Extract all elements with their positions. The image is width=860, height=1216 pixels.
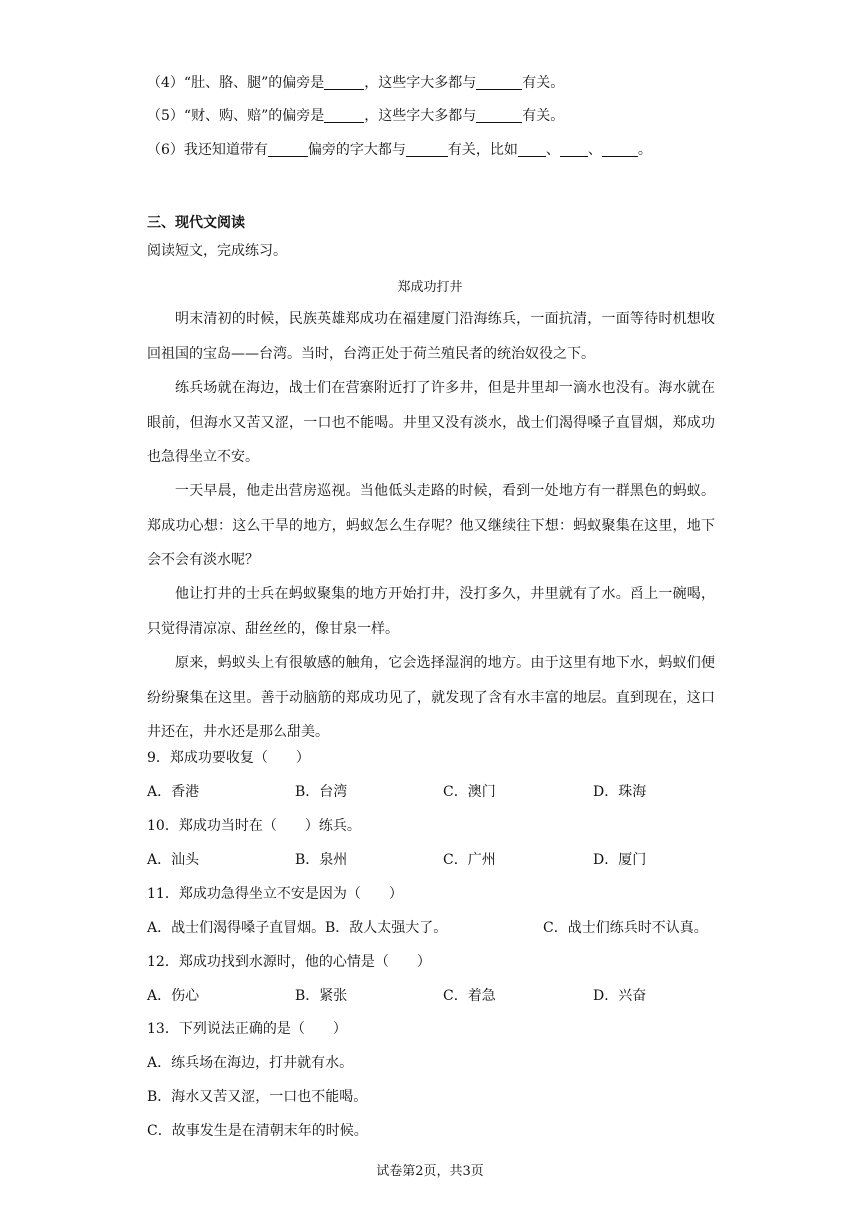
item5-text-mid: ，这些字大多都与 <box>364 108 477 124</box>
item5-text-post: 有关。 <box>522 108 565 124</box>
option-a[interactable]: A．练兵场在海边，打井就有水。 <box>147 1055 354 1071</box>
option-d[interactable]: D．兴奋 <box>593 988 647 1004</box>
option-c[interactable]: C．战士们练兵时不认真。 <box>543 920 708 936</box>
option-a[interactable]: A．战士们渴得嗓子直冒烟。 <box>147 920 326 936</box>
question-stem-10: 10．郑成功当时在（ ）练兵。 <box>147 818 361 834</box>
item5-text-pre: （5）“财、购、赔”的偏旁是 <box>147 108 325 124</box>
passage-title: 郑成功打井 <box>397 280 463 295</box>
option-c[interactable]: C．着急 <box>443 988 496 1004</box>
answer-blank[interactable] <box>476 75 522 90</box>
question-item-6 <box>147 140 652 160</box>
question-stem-9: 9．郑成功要收复（ ） <box>147 750 310 766</box>
section-instruction: 阅读短文，完成练习。 <box>147 243 287 259</box>
item6-sep2: 、 <box>587 142 602 158</box>
option-b[interactable]: B．泉州 <box>295 852 348 868</box>
question-item-5 <box>147 106 564 126</box>
option-a[interactable]: A．伤心 <box>147 988 200 1004</box>
answer-blank[interactable] <box>268 142 308 157</box>
question-item-4 <box>147 73 564 93</box>
section-heading: 三、现代文阅读 <box>147 215 245 231</box>
option-b[interactable]: B．敌人太强大了。 <box>325 920 448 936</box>
option-c[interactable]: C．广州 <box>443 852 496 868</box>
option-d[interactable]: D．厦门 <box>593 852 647 868</box>
answer-blank[interactable] <box>518 142 546 157</box>
option-d[interactable]: D．珠海 <box>593 784 647 800</box>
option-c[interactable]: C．故事发生是在清朝末年的时候。 <box>147 1123 368 1139</box>
item6-text-mid1: 偏旁的字大都与 <box>307 142 406 158</box>
option-a[interactable]: A．香港 <box>147 784 200 800</box>
option-b[interactable]: B．海水又苦又涩，一口也不能喝。 <box>147 1089 368 1105</box>
item6-sep1: 、 <box>545 142 560 158</box>
answer-blank[interactable] <box>324 75 364 90</box>
passage-paragraph: 他让打井的士兵在蚂蚁聚集的地方开始打井，没打多久，井里就有了水。舀上一碗喝，只觉得清凉凉、甜丝丝的，像甘泉一样。 <box>147 586 715 637</box>
item6-end: 。 <box>637 142 652 158</box>
option-b[interactable]: B．台湾 <box>295 784 348 800</box>
passage-paragraph: 练兵场就在海边，战士们在营寨附近打了许多井，但是井里却一滴水也没有。海水就在眼前，但海水又苦又涩，一口也不能喝。井里又没有淡水，战士们渴得嗓子直冒烟，郑成功也急得坐立不安。 <box>147 380 715 465</box>
answer-blank[interactable] <box>406 142 448 157</box>
answer-blank[interactable] <box>602 142 638 157</box>
question-stem-11: 11．郑成功急得坐立不安是因为（ ） <box>147 886 403 902</box>
item4-text-pre: （4）“肚、胳、腿”的偏旁是 <box>147 75 325 91</box>
item4-text-post: 有关。 <box>522 75 565 91</box>
passage-paragraph: 明末清初的时候，民族英雄郑成功在福建厦门沿海练兵，一面抗清，一面等待时机想收回祖国的宝岛——台湾。当时，台湾正处于荷兰殖民者的统治奴役之下。 <box>147 311 715 362</box>
passage-paragraph: 原来，蚂蚁头上有很敏感的触角，它会选择湿润的地方。由于这里有地下水，蚂蚁们便纷纷聚集在这里。善于动脑筋的郑成功见了，就发现了含有水丰富的地层。直到现在，这口井还在，井水还是那么甜美。 <box>147 655 715 740</box>
page-footer: 试卷第2页，共3页 <box>376 1164 484 1179</box>
answer-blank[interactable] <box>560 142 588 157</box>
answer-blank[interactable] <box>324 108 364 123</box>
option-b[interactable]: B．紧张 <box>295 988 348 1004</box>
passage-paragraph: 一天早晨，他走出营房巡视。当他低头走路的时候，看到一处地方有一群黑色的蚂蚁。郑成功心想：这么干旱的地方，蚂蚁怎么生存呢？他又继续往下想：蚂蚁聚集在这里，地下会不会有淡水呢？ <box>147 483 715 568</box>
option-c[interactable]: C．澳门 <box>443 784 496 800</box>
item6-text-pre: （6）我还知道带有 <box>147 142 268 158</box>
question-stem-12: 12．郑成功找到水源时，他的心情是（ ） <box>147 954 431 970</box>
option-a[interactable]: A．汕头 <box>147 852 200 868</box>
item4-text-mid: ，这些字大多都与 <box>364 75 477 91</box>
answer-blank[interactable] <box>476 108 522 123</box>
question-stem-13: 13．下列说法正确的是（ ） <box>147 1021 347 1037</box>
item6-text-mid2: 有关，比如 <box>447 142 518 158</box>
